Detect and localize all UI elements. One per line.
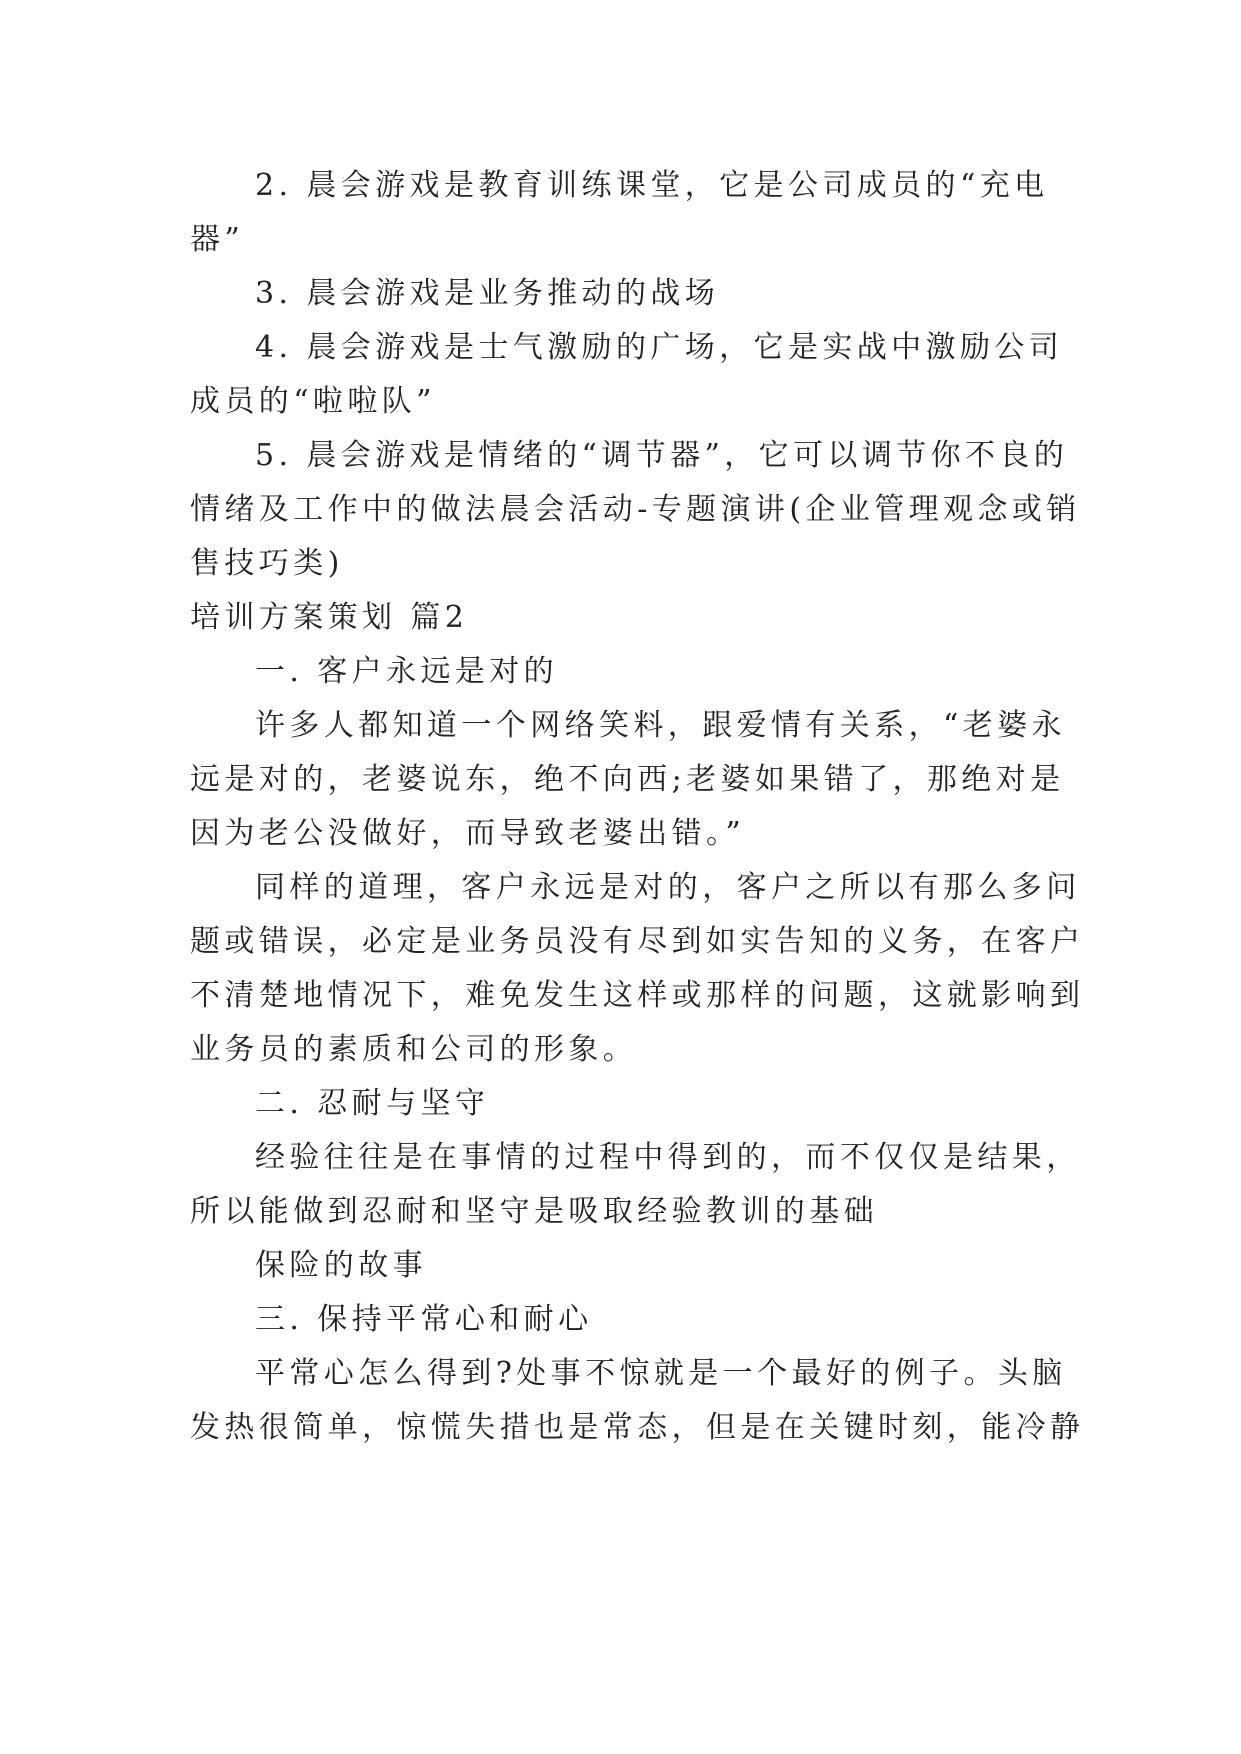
paragraph-line: 平常心怎么得到?处事不惊就是一个最好的例子。头脑 (255, 1356, 1067, 1391)
subheading-3: 三. 保持平常心和耐心 (255, 1302, 593, 1337)
paragraph-line: 远是对的，老婆说东，绝不向西;老婆如果错了，那绝对是 (190, 762, 1065, 797)
subheading-2: 二. 忍耐与坚守 (255, 1086, 490, 1121)
list-item-4-continued: 成员的“啦啦队” (190, 384, 436, 419)
paragraph-line: 业务员的素质和公司的形象。 (190, 1032, 638, 1067)
list-item-5: 5. 晨会游戏是情绪的“调节器”，它可以调节你不良的 (255, 438, 1069, 473)
paragraph-line: 同样的道理，客户永远是对的，客户之所以有那么多问 (255, 870, 1081, 905)
paragraph-line: 因为老公没做好，而导致老婆出错。” (190, 816, 746, 851)
list-item-2: 2. 晨会游戏是教育训练课堂，它是公司成员的“充电 (255, 168, 1049, 203)
paragraph-line: 不清楚地情况下，难免发生这样或那样的问题，这就影响到 (190, 978, 1085, 1013)
section-heading: 培训方案策划 篇2 (190, 600, 469, 635)
paragraph-line: 经验往往是在事情的过程中得到的，而不仅仅是结果， (255, 1140, 1081, 1175)
list-item-4: 4. 晨会游戏是士气激励的广场，它是实战中激励公司 (255, 330, 1064, 365)
paragraph-line: 题或错误，必定是业务员没有尽到如实告知的义务，在客户 (190, 924, 1085, 959)
paragraph-line: 所以能做到忍耐和坚守是吸取经验教训的基础 (190, 1194, 878, 1229)
paragraph-line: 许多人都知道一个网络笑料，跟爱情有关系，“老婆永 (255, 708, 1066, 743)
subheading-1: 一. 客户永远是对的 (255, 654, 559, 689)
list-item-3: 3. 晨会游戏是业务推动的战场 (255, 276, 720, 311)
list-item-5-continued: 情绪及工作中的做法晨会活动-专题演讲(企业管理观念或销 (190, 492, 1081, 527)
paragraph-line: 保险的故事 (255, 1248, 427, 1283)
paragraph-line: 发热很简单，惊慌失措也是常态，但是在关键时刻，能冷静 (190, 1410, 1085, 1445)
list-item-5-continued: 售技巧类) (190, 546, 344, 581)
list-item-2-continued: 器” (190, 222, 245, 257)
